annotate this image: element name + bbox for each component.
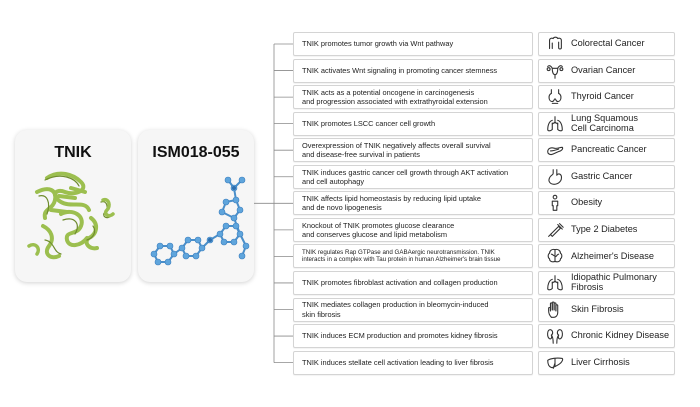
mechanism-description: Knockout of TNIK promotes glucose clearance and conserves glucose and lipid metabolism — [293, 218, 533, 242]
disease-item — [538, 298, 675, 322]
disease-item — [538, 324, 675, 348]
disease-label: Colorectal Cancer — [571, 38, 645, 49]
mechanism-description: TNIK promotes fibroblast activation and collagen production — [293, 271, 533, 295]
mechanism-description: TNIK promotes tumor growth via Wnt pathway — [293, 32, 533, 56]
disease-item — [538, 112, 675, 136]
mechanism-description: TNIK acts as a potential oncogene in carcinogenesis and progression associated with extrathyroidal extension — [293, 85, 533, 109]
disease-label: Obesity — [571, 197, 603, 208]
disease-label: Gastric Cancer — [571, 170, 633, 181]
kidneys-icon — [545, 326, 565, 346]
thyroid-icon — [545, 87, 565, 107]
mechanism-description: TNIK induces gastric cancer cell growth through AKT activation and cell autophagy — [293, 165, 533, 189]
lungs-icon — [545, 114, 565, 134]
disease-item — [538, 59, 675, 83]
disease-label: Skin Fibrosis — [571, 303, 624, 314]
disease-label: Pancreatic Cancer — [571, 144, 647, 155]
disease-label: Ovarian Cancer — [571, 64, 636, 75]
stomach-icon — [545, 167, 565, 187]
hand-icon — [545, 300, 565, 320]
mechanism-description: TNIK activates Wnt signaling in promoting cancer stemness — [293, 59, 533, 83]
pancreas-icon — [545, 140, 565, 160]
mechanism-description: TNIK induces ECM production and promotes kidney fibrosis — [293, 324, 533, 348]
colon-icon — [545, 34, 565, 54]
liver-icon — [545, 353, 565, 373]
brain-icon — [545, 246, 565, 266]
disease-item — [538, 191, 675, 215]
disease-item — [538, 32, 675, 56]
disease-label: Alzheimer's Disease — [571, 250, 654, 261]
mechanism-description: TNIK mediates collagen production in bleomycin-induced skin fibrosis — [293, 298, 533, 322]
disease-item — [538, 351, 675, 375]
target-title: TNIK — [54, 144, 92, 161]
person-icon — [545, 193, 565, 213]
disease-label: Idiopathic Pulmonary Fibrosis — [571, 272, 657, 292]
compound-title: ISM018-055 — [152, 144, 240, 161]
disease-label: Chronic Kidney Disease — [571, 330, 670, 341]
uterus-icon — [545, 61, 565, 81]
disease-item — [538, 218, 675, 242]
disease-item — [538, 271, 675, 295]
syringe-icon — [545, 220, 565, 240]
disease-item — [538, 85, 675, 109]
lungs-icon — [545, 273, 565, 293]
disease-label: Liver Cirrhosis — [571, 356, 630, 367]
disease-label: Lung Squamous Cell Carcinoma — [571, 112, 638, 133]
mechanism-description: Overexpression of TNIK negatively affects overall survival and disease-free survival in patients — [293, 138, 533, 162]
mechanism-description: TNIK affects lipid homeostasis by reducing lipid uptake and de novo lipogenesis — [293, 191, 533, 215]
disease-label: Type 2 Diabetes — [571, 224, 638, 235]
mechanism-description: TNIK regulates Rap GTPase and GABAergic neurotransmission. TNIK interacts in a complex with Tau protein in human Alzheimer's brain tissue — [293, 244, 533, 268]
mechanism-description: TNIK induces stellate cell activation leading to liver fibrosis — [293, 351, 533, 375]
disease-item — [538, 165, 675, 189]
disease-label: Thyroid Cancer — [571, 91, 634, 102]
disease-item — [538, 138, 675, 162]
disease-item — [538, 244, 675, 268]
mechanism-description: TNIK promotes LSCC cancer cell growth — [293, 112, 533, 136]
